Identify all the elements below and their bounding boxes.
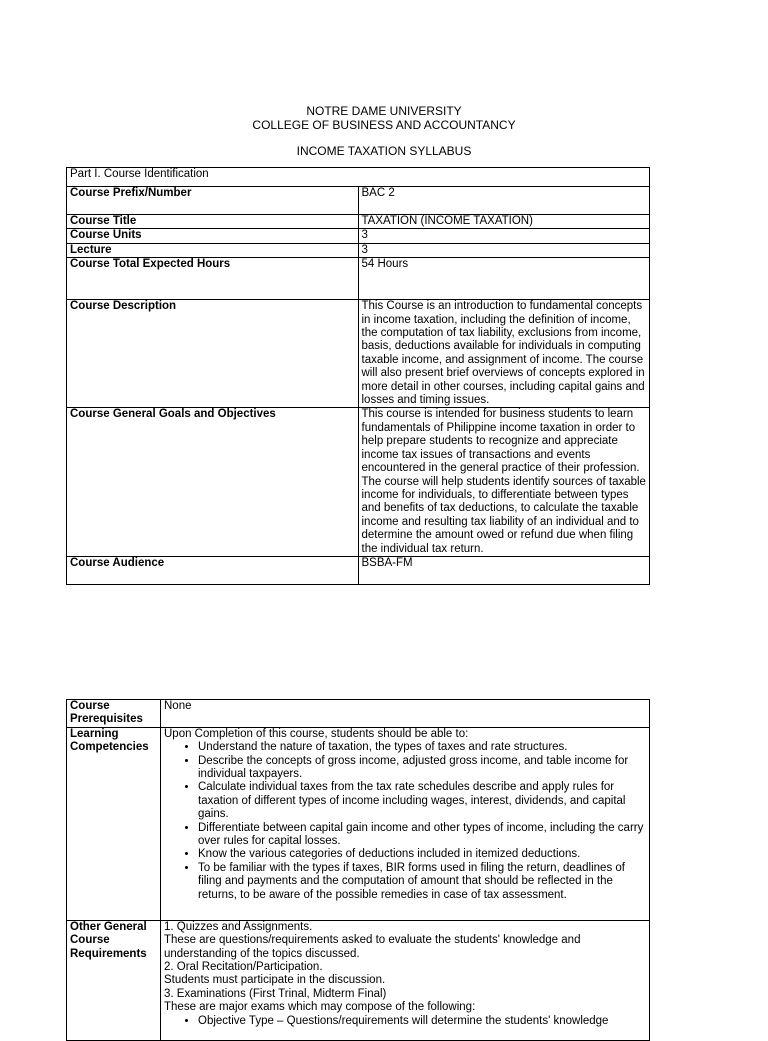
row-value: 3	[358, 243, 650, 257]
table-row	[67, 700, 650, 728]
list-item: • Understand the nature of taxation, the types of taxes and rate structures.	[198, 741, 646, 754]
college-name: COLLEGE OF BUSINESS AND ACCOUNTANCY	[252, 118, 516, 132]
row-label: Course Units	[67, 229, 359, 243]
list-item: • Objective Type – Questions/requirements will determine the students' knowledge	[198, 1015, 646, 1028]
table-row	[67, 229, 650, 243]
row-label: Course Description	[67, 300, 359, 408]
row-label: Lecture	[67, 243, 359, 257]
row-value: TAXATION (INCOME TAXATION)	[358, 215, 650, 229]
competencies-cell	[161, 727, 650, 920]
university-name: NOTRE DAME UNIVERSITY	[306, 104, 462, 118]
table-row	[67, 258, 650, 300]
row-label: Course Audience	[67, 556, 359, 584]
section-heading: Part I. Course Identification	[67, 168, 650, 187]
requirement-line: 1. Quizzes and Assignments.	[164, 920, 313, 933]
table-row	[67, 727, 650, 920]
table-row	[67, 920, 650, 1040]
document-title: INCOME TAXATION SYLLABUS	[296, 144, 472, 158]
list-item: • Know the various categories of deductions included in itemized deductions.	[198, 848, 646, 861]
row-value: 3	[358, 229, 650, 243]
table-row	[67, 243, 650, 257]
course-identification-table	[66, 167, 650, 585]
goals-paragraph: This course is intended for business students to learn fundamentals of Philippine income taxation in order to help prepare students to recognize and appreciate income tax issues of transactions and events encountered in the general practice of their profession.	[361, 408, 640, 475]
row-label: Course Total Expected Hours	[67, 258, 359, 300]
table-row	[67, 300, 650, 408]
row-label: Course Prefix/Number	[67, 187, 359, 215]
goals-text	[358, 408, 650, 556]
row-label: Learning Competencies	[67, 727, 161, 920]
row-value: BSBA-FM	[358, 556, 650, 584]
row-label: Course General Goals and Objectives	[67, 408, 359, 556]
list-item: • To be familiar with the types if taxes, BIR forms used in filing the return, deadlines of filing and payments and the computation of amount that should be reflected in the returns, to be aware of the possible remedies in case of tax assessment.	[198, 862, 646, 902]
table-row	[67, 215, 650, 229]
requirement-line: Students must participate in the discussion.	[164, 974, 386, 987]
table-row	[67, 168, 650, 187]
goals-paragraph: The course will help students identify sources of taxable income for individuals, to differentiate between types and benefits of tax deductions, to calculate the taxable income and resulting tax liability of an individual and to determine the amount owed or refund due when filing the individual tax return.	[361, 475, 646, 555]
list-item: • Describe the concepts of gross income, adjusted gross income, and table income for individual taxpayers.	[198, 755, 646, 782]
requirement-line: 2. Oral Recitation/Participation.	[164, 961, 323, 974]
row-label: Other General Course Requirements	[67, 920, 161, 1040]
table-row	[67, 187, 650, 215]
table-row	[67, 556, 650, 584]
row-label: Course Prerequisites	[67, 700, 161, 728]
requirements-cell	[161, 920, 650, 1040]
list-item: • Calculate individual taxes from the tax rate schedules describe and apply rules for taxation of different types of income including wages, interest, dividends, and capital gains.	[198, 781, 646, 821]
course-requirements-table	[66, 699, 650, 1041]
row-value: 54 Hours	[358, 258, 650, 300]
exam-types-list	[164, 1015, 646, 1028]
requirement-line: These are questions/requirements asked to evaluate the students' knowledge and understanding of the topics discussed.	[164, 934, 581, 960]
row-value: BAC 2	[358, 187, 650, 215]
competencies-list	[164, 741, 646, 902]
row-label: Course Title	[67, 215, 359, 229]
list-item: • Differentiate between capital gain income and other types of income, including the carry over rules for capital losses.	[198, 822, 646, 849]
requirement-line: These are major exams which may compose of the following:	[164, 1001, 476, 1014]
requirement-line: 3. Examinations (First Trinal, Midterm Final)	[164, 987, 387, 1000]
row-value: None	[161, 700, 650, 728]
table-row	[67, 408, 650, 556]
competencies-intro: Upon Completion of this course, students should be able to:	[164, 727, 469, 740]
course-description-text: This Course is an introduction to fundamental concepts in income taxation, including the definition of income, the computation of tax liability, exclusions from income, basis, deductions available for individuals in computing taxable income, and assignment of income. The course will also present brief overviews of concepts explored in more detail in other courses, including capital gains and losses and timing issues.	[358, 300, 650, 408]
